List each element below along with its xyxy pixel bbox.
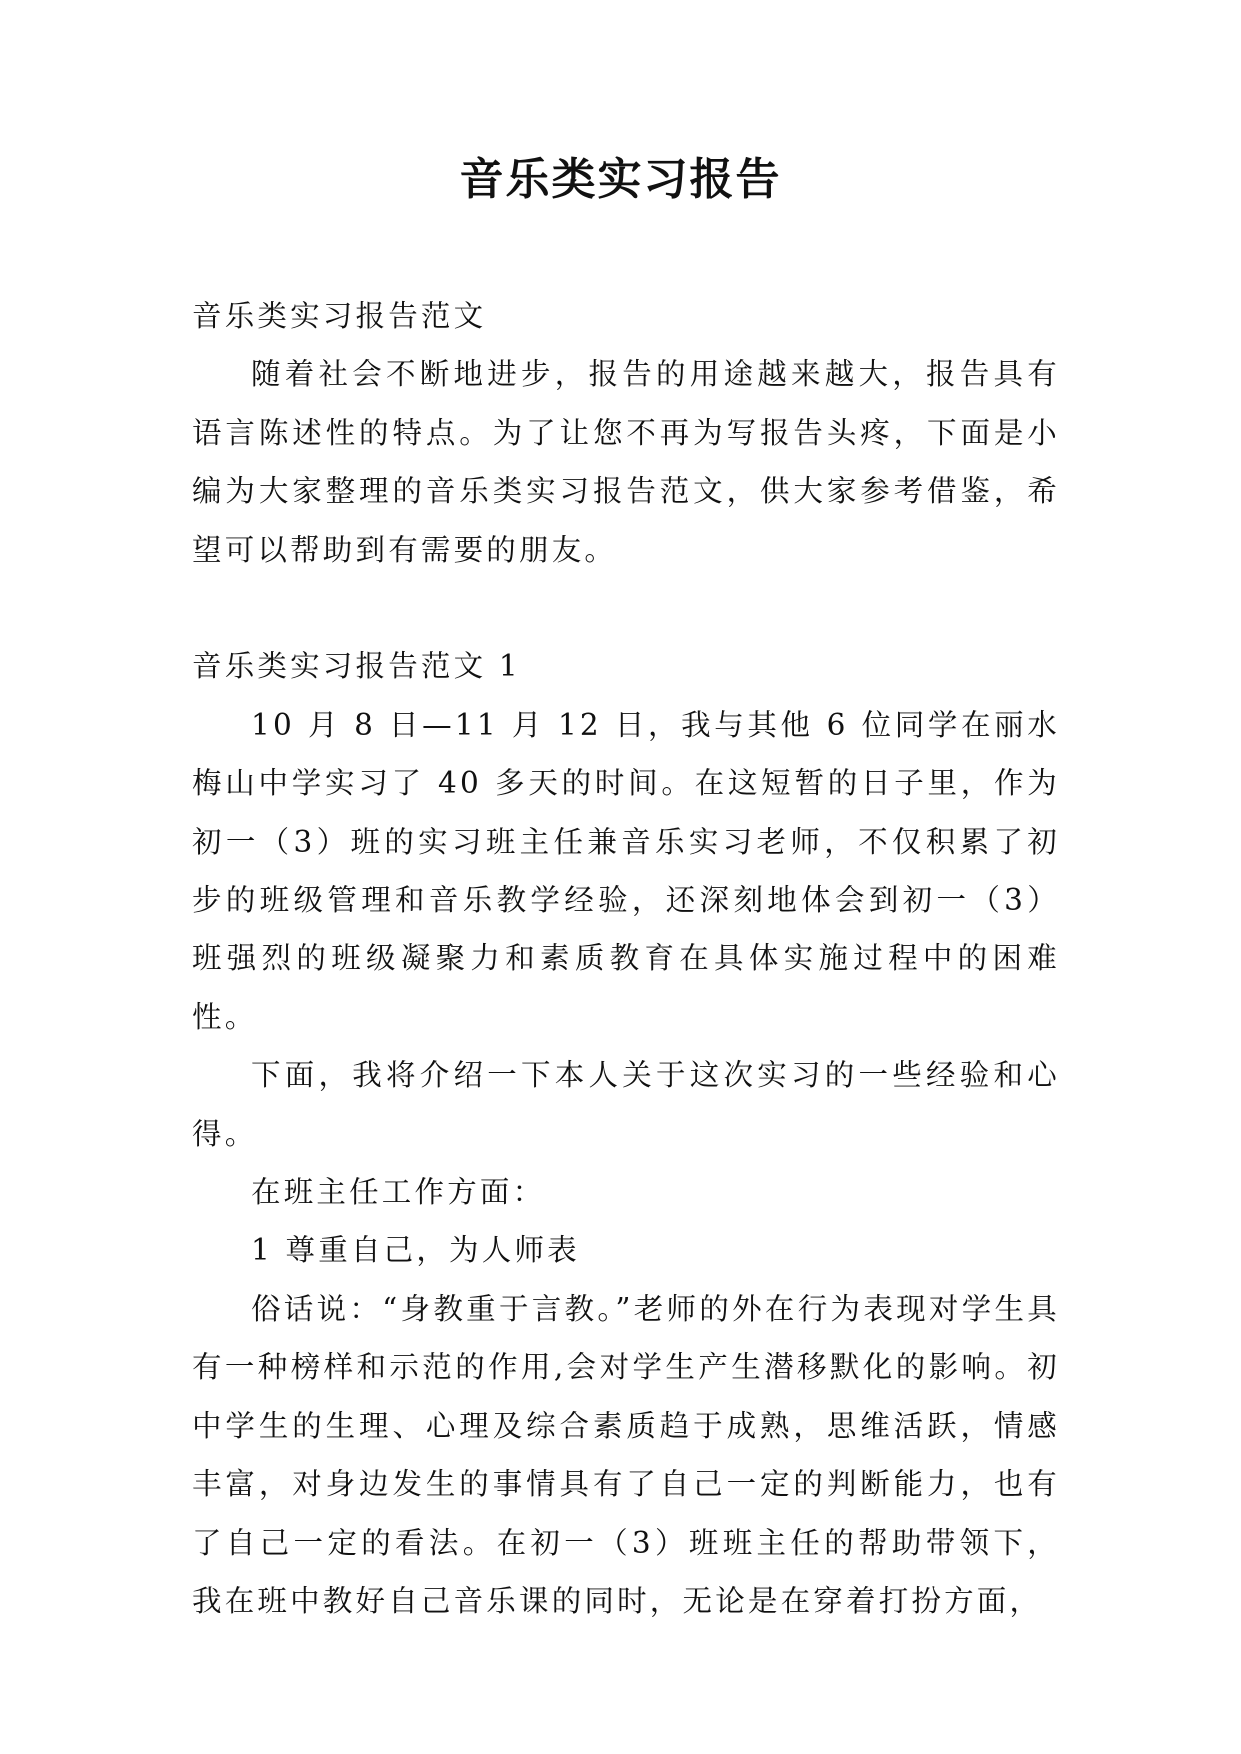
subheading: 1 尊重自己，为人师表 [251,1233,580,1268]
intro-paragraph: 随着社会不断地进步，报告的用途越来越大，报告具有语言陈述性的特点。为了让您不再为写报告头疼，下面是小编为大家整理的音乐类实习报告范文，供大家参考借鉴，希望可以帮助到有需要的朋友。 [192,357,1060,567]
document-body [192,287,1060,1630]
section-heading-1: 音乐类实习报告范文 1 [192,649,521,684]
body-paragraph: 俗话说：“身教重于言教。”老师的外在行为表现对学生具有一种榜样和示范的作用,会对学生产生潜移默化的影响。初中学生的生理、心理及综合素质趋于成熟，思维活跃，情感丰富，对身边发生的事情具有了自己一定的判断能力，也有了自己一定的看法。在初一（3）班班主任的帮助带领下，我在班中教好自己音乐课的同时，无论是在穿着打扮方面， [192,1291,1060,1618]
body-paragraph: 下面，我将介绍一下本人关于这次实习的一些经验和心得。 [192,1058,1060,1151]
body-paragraph: 在班主任工作方面： [251,1175,546,1210]
section-heading-intro: 音乐类实习报告范文 [192,299,487,333]
body-paragraph: 10 月 8 日—11 月 12 日，我与其他 6 位同学在丽水梅山中学实习了 40 多天的时间。在这短暂的日子里，作为初一（3）班的实习班主任兼音乐实习老师，不仅积累了初步的班级管理和音乐教学经验，还深刻地体会到初一（3）班强烈的班级凝聚力和素质教育在具体实施过程中的困难性。 [192,707,1060,1034]
document-title: 音乐类实习报告 [459,154,782,205]
